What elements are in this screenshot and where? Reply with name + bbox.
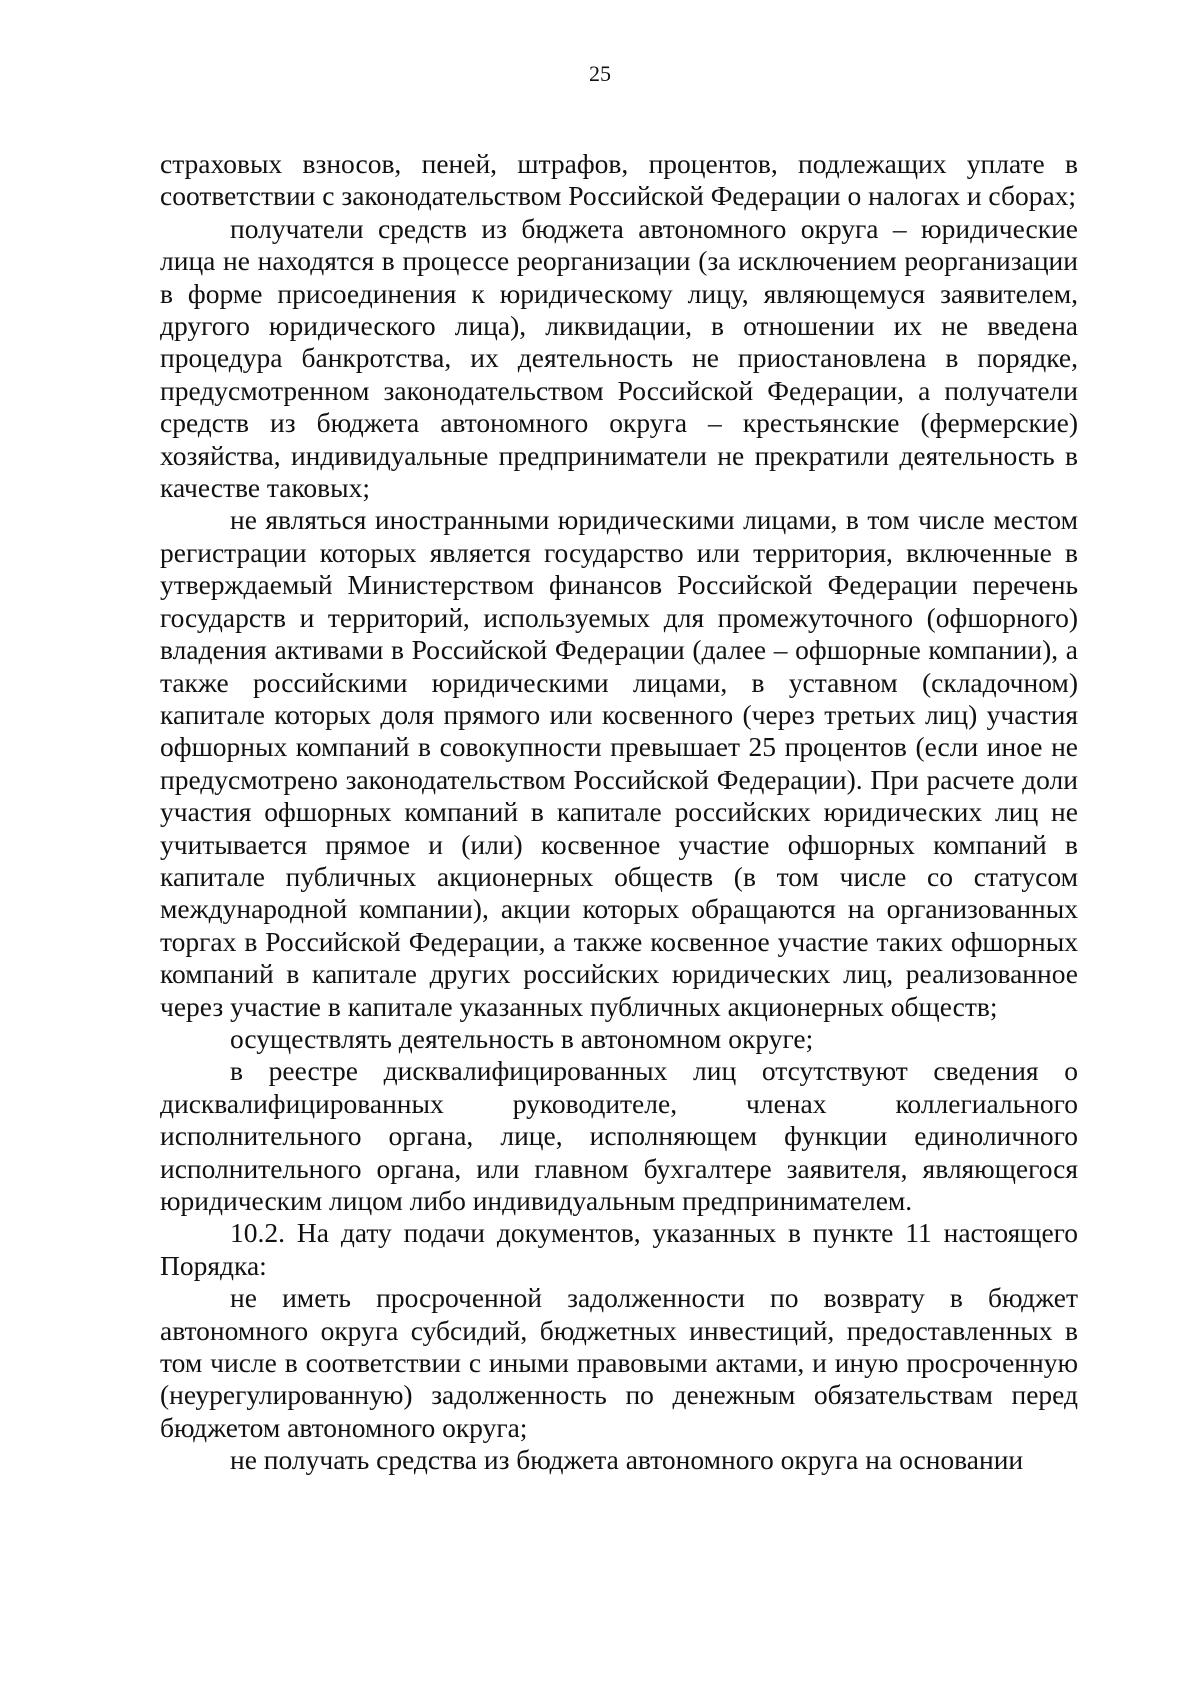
document-body: [160, 148, 1078, 1477]
paragraph-disqualified-registry: в реестре дисквалифицированных лиц отсутствуют сведения о дисквалифицированных руководителе, членах коллегиального исполнительного органа, лице, исполняющем функции единоличного исполнительного органа, или главном бухгалтере заявителя, являющегося юридическим лицом либо индивидуальным предпринимателем.: [160, 1055, 1078, 1216]
paragraph-no-budget-funds: не получать средства из бюджета автономного округа на основании: [230, 1444, 1024, 1476]
paragraph-recipients-status: получатели средств из бюджета автономного округа – юридические лица не находятся в процессе реорганизации (за исключением реорганизации в форме присоединения к юридическому лицу, являющемуся заявителем, другого юридического лица), ликвидации, в отношении их не введена процедура банкротства, их деятельность не приостановлена в порядке, предусмотренном законодательством Российской Федерации, а получатели средств из бюджета автономного округа – крестьянские (фермерские) хозяйства, индивидуальные предприниматели не прекратили деятельность в качестве таковых;: [160, 212, 1078, 504]
paragraph-clause-10-2: 10.2. На дату подачи документов, указанных в пункте 11 настоящего Порядка:: [160, 1217, 1078, 1281]
page-number: 25: [589, 61, 611, 86]
paragraph-activity-location: осуществлять деятельность в автономном округе;: [230, 1022, 814, 1054]
paragraph-continuation: страховых взносов, пеней, штрафов, процентов, подлежащих уплате в соответствии с законодательством Российской Федерации о налогах и сборах;: [160, 148, 1078, 212]
paragraph-offshore-companies: не являться иностранными юридическими лицами, в том числе местом регистрации которых является государство или территория, включенные в утверждаемый Министерством финансов Российской Федерации перечень государств и территорий, используемых для промежуточного (офшорного) владения активами в Российской Федерации (далее – офшорные компании), а также российскими юридическими лицами, в уставном (складочном) капитале которых доля прямого или косвенного (через третьих лиц) участия офшорных компаний в совокупности превышает 25 процентов (если иное не предусмотрено законодательством Российской Федерации). При расчете доли участия офшорных компаний в капитале российских юридических лиц не учитывается прямое и (или) косвенное участие офшорных компаний в капитале публичных акционерных обществ (в том числе со статусом международной компании), акции которых обращаются на организованных торгах в Российской Федерации, а также косвенное участие таких офшорных компаний в капитале других российских юридических лиц, реализованное через участие в капитале указанных публичных акционерных обществ;: [160, 504, 1078, 1022]
paragraph-no-overdue-debt: не иметь просроченной задолженности по возврату в бюджет автономного округа субсидий, бюджетных инвестиций, предоставленных в том числе в соответствии с иными правовыми актами, и иную просроченную (неурегулированную) задолженность по денежным обязательствам перед бюджетом автономного округа;: [160, 1282, 1078, 1443]
